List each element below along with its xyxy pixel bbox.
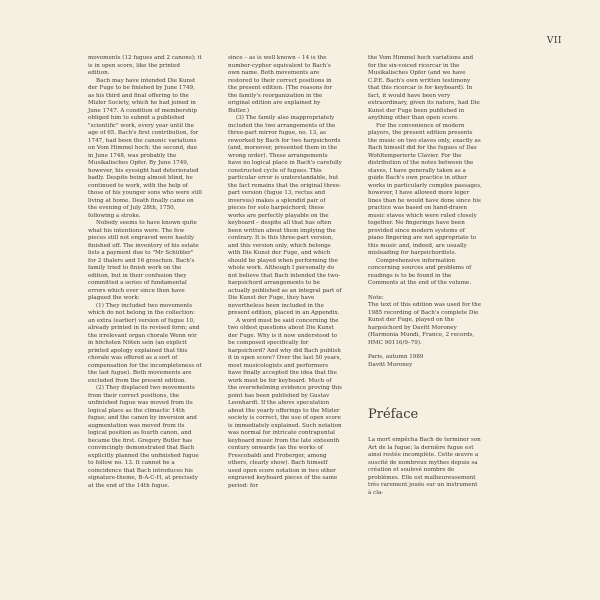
preface-paragraph: La mort empêcha Bach de terminer son Art de la fugue; la dernière fugue est ainsi restée incomplète. Cette œuvre a suscité de nombreux mythes depuis sa création et soulevé nombre de problèmes. Elle est malheureusement très rarement jouée sur un instrument à cla- <box>368 437 481 496</box>
paragraph: (2) They displaced two movements from their correct positions, the unfinished fugue was moved from its logical place as the climactic 14th fugue; and the canon by inversion and augmentation was moved from its logical position as fourth canon, and became the first. Gregory Butler has convincingly demonstrated that Bach explicitly planned the unfinished fugue to follow no. 13. It cannot be a coincidence that Bach introduces his signature-theme, B-A-C-H, at precisely at the end of the 14th fugue. <box>88 385 199 489</box>
paragraph: A word must be said concerning the two oldest questions about Die Kunst der Fuge. Why is it now understood to be composed specifically for harpsichord? And why did Bach publish it in open score? Over the last 50 years, most musicologists and performers have finally accepted the idea that the work must be for keyboard. Much of the overwhelming evidence proving this point has been published by Gustav Leonhardt. If the above speculation about the yearly offerings to the Mizler society is correct, the use of open score is immediately explained. Such notation was normal for intricate contrapuntal keyboard music from the late sixteenth century onwards (as the works of Frescobaldi and Froberger, among others, clearly show). Bach himself used open score notation in two other engraved keyboard pieces of the same period: for <box>228 317 343 489</box>
note-label: Note: <box>368 294 384 301</box>
paragraph: Nobody seems to have known quite what his intentions were. The few pieces still not engraved were hastily finished off. The inventory of his estate lists a payment due to "Mr Schübler" for 2 thalers and 16 groschen. Bach's family tried to finish work on the edition, but in their confusion they committed a series of fundamental errors which ever since then have plagued the work: <box>88 220 199 301</box>
paragraph: (3) The family also inappropriately included the two arrangements of the three-part mirror fugue, no. 13, as reworked by Bach for two harpsichords (and, moreover, presented them in the wrong order). These arrangements have no logical place in Bach's carefully constructed cycle of fugues. This particular error is understandable, but the fact remains that the original three-part version (fugue 13, rectus and inversus) makes a splendid pair of pieces for solo harpsichord; these works are perfectly playable on the keyboard – despite all that has often been written about them implying the contrary. It is this three-part version, and this version only, which belongs with Die Kunst der Fuge, and which should be played when performing the whole work. Although I personally do not believe that Bach intended the two-harpsichord arrangements to be actually published as an integral part of Die Kunst der Fuge, they have nevertheless been included in the present edition, placed in an Appendix. <box>228 115 342 316</box>
page-number: VII <box>546 36 562 46</box>
paragraph: since – as is well known – 14 is the number-cypher equivalent to Bach's own name. Both movements are restored to their correct positions in the present edition. (The reasons for the family's reorganization in the original edition are explained by Butler.) <box>228 55 333 114</box>
text-column-1 <box>88 55 202 490</box>
place-date: Paris, autumn 1989 <box>368 354 424 360</box>
author-signature: Davitt Moroney <box>368 361 413 368</box>
text-column-2 <box>228 55 342 490</box>
paragraph: Bach may have intended Die Kunst der Fuge to be finished by June 1749, as his third and final offering to the Mizler Society, which he had joined in June 1747. A condition of membership obliged him to submit a published "scientific" work, every year until the age of 65. Bach's first contribution, for 1747, had been the canonic variations on Vom Himmel hoch; the second, due in June 1748, was probably the Musikalisches Opfer. By June 1749, however, his eyesight had deteriorated badly. Despite being almost blind, he continued to work, with the help of those of his younger sons who were still living at home. Death finally came on the evening of July 28th, 1750, following a stroke. <box>88 77 202 219</box>
text-column-3 <box>368 55 482 497</box>
note-text: The text of this edition was used for the 1985 recording of Bach's complete Die Kunst der Fuge, played on the harpsichord by Davitt Moroney (Harmonia Mundi, France, 2 records, HMC 90116/9–79). <box>368 302 482 346</box>
paragraph: For the convenience of modern players, the present edition presents the music on two staves only, exactly as Bach himself did for the fugues of Das Wohltemperierte Clavier. For the distribution of the notes between the staves, I have generally taken as a guide Bach's own practice in other works in particularly complex passages, however, I have allowed more leger lines than he would have done since his practice was based on hand-drawn music staves which were ruled closely together. No fingerings have been provided since modern systems of piano fingering are not appropriate to this music and, indeed, are usually misleading for harpsichordists. <box>368 122 482 256</box>
paragraph: (1) They included two movements which do not belong in the collection: an extra (earlier) version of fugue 10, already printed in its revised form; and the irrelevant organ chorale Wenn wir in höchsten Nöten sein (an explicit printed apology explained that this chorale was offered as a sort of compensation for the incompleteness of the last fugue). Both movements are excluded from the present edition. <box>88 302 202 384</box>
paragraph: the Vom Himmel hoch variations and for the six-voiced ricercar in the Musikalisches Opfer (and we have C.P.E. Bach's own written testimony that this ricercar is for keyboard). In fact, it would have been very extraordinary, given its nature, had Die Kunst der Fuge been published in anything other than open score. <box>368 55 480 121</box>
preface-heading: Préface <box>368 407 419 422</box>
paragraph: Comprehensive information concerning sources and problems of readings is to be found in the Comments at the end of the volume. <box>368 257 472 286</box>
paragraph: movements (12 fugues and 2 canons); it is in open score, like the printed edition. <box>88 55 202 76</box>
